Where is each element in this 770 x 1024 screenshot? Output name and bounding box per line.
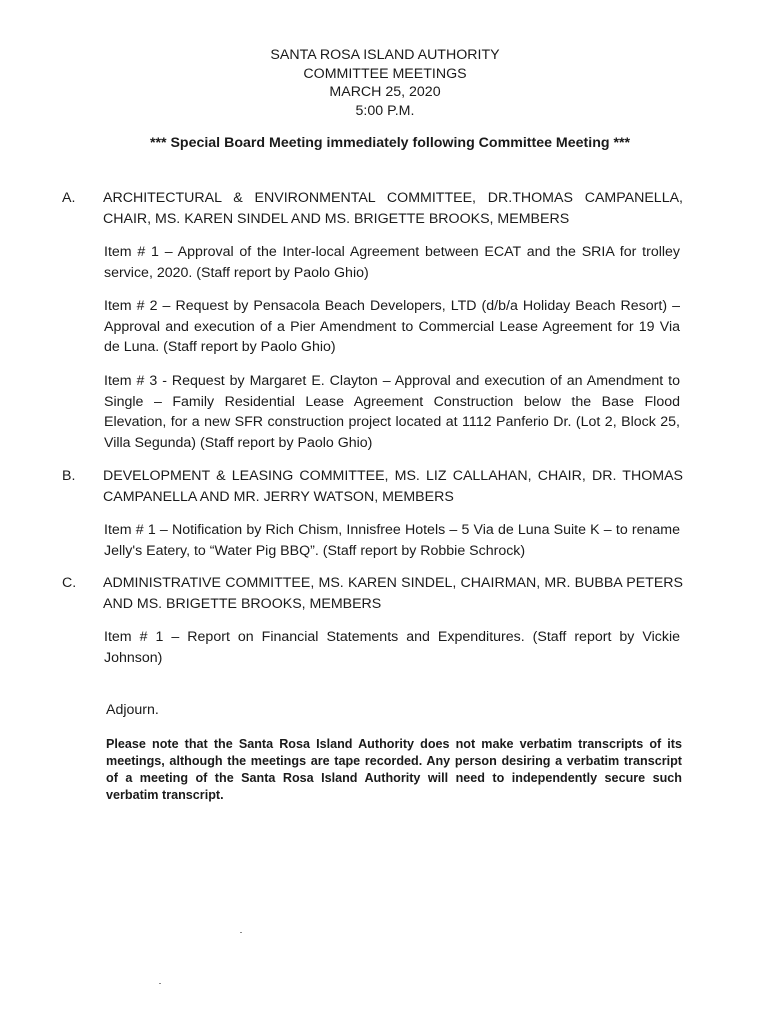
- scan-speck: [159, 983, 161, 984]
- section-letter: A.: [62, 190, 76, 206]
- meeting-type: COMMITTEE MEETINGS: [303, 65, 467, 82]
- section-letter: C.: [62, 575, 77, 591]
- org-name: SANTA ROSA ISLAND AUTHORITY: [270, 47, 500, 63]
- adjourn-text: Adjourn.: [106, 702, 159, 718]
- section-letter: B.: [62, 468, 76, 484]
- section-b-item-1: Item # 1 – Notification by Rich Chism, Innisfree Hotels – 5 Via de Luna Suite K – to rename Jelly's Eatery, to “Water Pig BBQ”. (Staff report by Robbie Schrock): [104, 522, 680, 559]
- section-a-item-3: Item # 3 - Request by Margaret E. Clayton – Approval and execution of an Amendment to Single – Family Residential Lease Agreement Construction below the Base Flood Elevation, for a new SFR construction project located at 1112 Panferio Dr. (Lot 2, Block 25, Villa Segunda) (Staff report by Paolo Ghio): [104, 373, 680, 451]
- scan-speck: [240, 932, 242, 933]
- section-title: ARCHITECTURAL & ENVIRONMENTAL COMMITTEE, DR.THOMAS CAMPANELLA, CHAIR, MS. KAREN SINDEL AND MS. BRIGETTE BROOKS, MEMBERS: [103, 190, 683, 227]
- meeting-time: 5:00 P.M.: [355, 102, 415, 119]
- section-title: DEVELOPMENT & LEASING COMMITTEE, MS. LIZ CALLAHAN, CHAIR, DR. THOMAS CAMPANELLA AND MR. JERRY WATSON, MEMBERS: [103, 468, 683, 505]
- section-a-item-2: Item # 2 – Request by Pensacola Beach Developers, LTD (d/b/a Holiday Beach Resort) – Approval and execution of a Pier Amendment to Commercial Lease Agreement for 19 Via de Luna. (Staff report by Paolo Ghio): [104, 298, 680, 355]
- section-a-item-1: Item # 1 – Approval of the Inter-local Agreement between ECAT and the SRIA for trolley service, 2020. (Staff report by Paolo Ghio): [104, 244, 680, 281]
- meeting-date: MARCH 25, 2020: [329, 84, 441, 100]
- special-board-notice: *** Special Board Meeting immediately following Committee Meeting ***: [149, 135, 631, 151]
- verbatim-transcript-note: Please note that the Santa Rosa Island Authority does not make verbatim transcripts of its meetings, although the meetings are tape recorded. Any person desiring a verbatim transcript of a meeting of the Santa Rosa Island Authority will need to independently secure such verbatim transcript.: [106, 737, 682, 802]
- agenda-header: [0, 46, 770, 120]
- section-c-item-1: Item # 1 – Report on Financial Statements and Expenditures. (Staff report by Vickie Johnson): [104, 629, 680, 666]
- section-title: ADMINISTRATIVE COMMITTEE, MS. KAREN SINDEL, CHAIRMAN, MR. BUBBA PETERS AND MS. BRIGETTE BROOKS, MEMBERS: [103, 575, 683, 612]
